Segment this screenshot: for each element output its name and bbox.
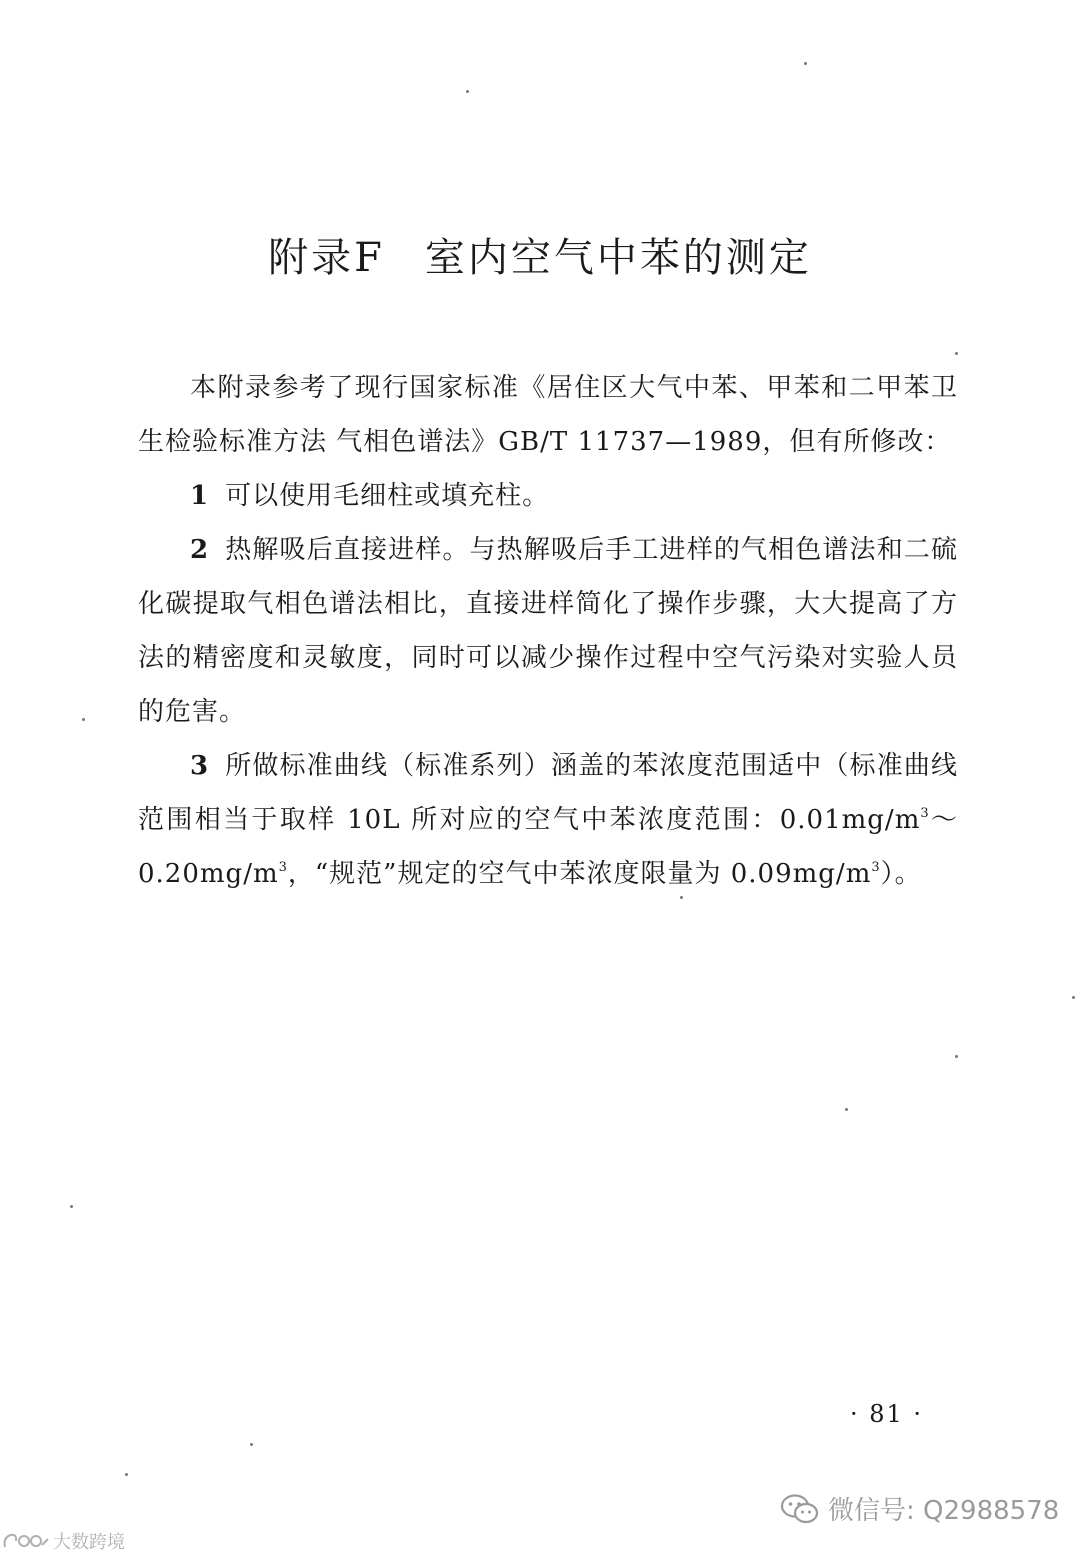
page-title	[0, 226, 1080, 283]
list-item	[138, 523, 958, 739]
brand-logo-icon	[2, 1531, 50, 1551]
unit-superscript: 3	[871, 860, 881, 875]
appendix-title-text: 室内空气中苯的测定	[424, 235, 812, 281]
item-text-part: 所做标准曲线（标准系列）涵盖的苯浓度范围适中（标准曲线范围相当于取样 10L 所对应的空气中苯浓度范围：0.01mg/m	[138, 751, 958, 835]
corner-watermark-text: 大数跨境	[53, 1532, 125, 1553]
item-text-part: ，“规范”规定的空气中苯浓度限量为 0.09mg/m	[287, 859, 872, 889]
item-text: 可以使用毛细柱或填充柱。	[225, 481, 550, 511]
scan-speck	[955, 1055, 958, 1058]
item-text-part: ）。	[880, 859, 922, 889]
scan-speck	[845, 1108, 848, 1111]
item-number: 1	[190, 481, 210, 511]
unit-superscript: 3	[920, 806, 930, 821]
page-number: · 81 ·	[850, 1400, 924, 1428]
scan-speck	[955, 352, 958, 355]
list-item	[138, 739, 958, 901]
scan-speck	[804, 62, 807, 65]
item-number: 2	[190, 535, 210, 565]
watermark	[780, 1490, 1059, 1527]
watermark-text: 微信号: Q2988578	[828, 1496, 1060, 1526]
intro-paragraph: 本附录参考了现行国家标准《居住区大气中苯、甲苯和二甲苯卫生检验标准方法 气相色谱法》GB/T 11737—1989，但有所修改：	[138, 373, 958, 457]
scan-speck	[70, 1205, 73, 1208]
unit-superscript: 3	[278, 860, 288, 875]
scan-speck	[680, 896, 683, 899]
body-text	[138, 361, 958, 901]
scan-speck	[82, 718, 85, 721]
item-text: 热解吸后直接进样。与热解吸后手工进样的气相色谱法和二硫化碳提取气相色谱法相比，直接进样简化了操作步骤，大大提高了方法的精密度和灵敏度，同时可以减少操作过程中空气污染对实验人员的危害。	[138, 535, 958, 727]
scan-speck	[1072, 996, 1075, 999]
item-number: 3	[190, 751, 210, 781]
scan-speck	[250, 1443, 253, 1446]
appendix-label: 附录F	[268, 235, 385, 281]
list-item	[138, 469, 958, 523]
item-text-part: ～0.20mg/m	[138, 805, 958, 889]
wechat-icon	[780, 1493, 820, 1525]
scan-speck	[125, 1473, 128, 1476]
scan-speck	[466, 90, 469, 93]
corner-watermark	[2, 1528, 125, 1554]
